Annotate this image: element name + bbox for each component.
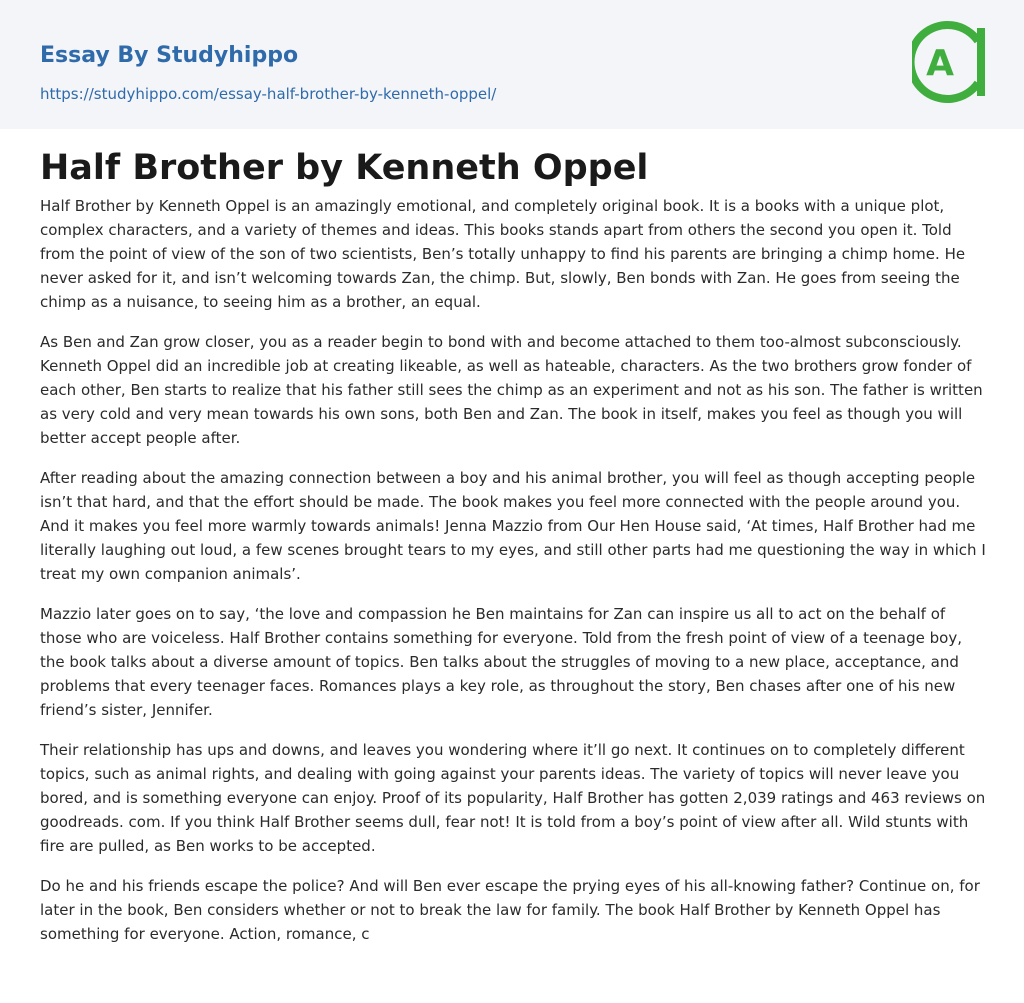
essay-paragraph: Their relationship has ups and downs, and leaves you wondering where it’ll go next. It continues on to completely different topics, such as animal rights, and dealing with going against your parents ideas. The variety of topics will never leave you bored, and is something everyone can enjoy. Proof of its popularity, Half Brother has gotten 2,039 ratings and 463 reviews on goodreads. com. If you think Half Brother seems dull, fear not! It is told from a boy’s point of view after all. Wild stunts with fire are pulled, as Ben works to be accepted. [40,741,986,855]
essay-paragraph: Half Brother by Kenneth Oppel is an amazingly emotional, and completely original book. It is a books with a unique plot, complex characters, and a variety of themes and ideas. This books stands apart from others the second you open it. Told from the point of view of the son of two scientists, Ben’s totally unhappy to find his parents are bringing a chimp home. He never asked for it, and isn’t welcoming towards Zan, the chimp. But, slowly, Ben bonds with Zan. He goes from seeing the chimp as a nuisance, to seeing him as a brother, an equal. [40,197,966,311]
source-url-link[interactable]: https://studyhippo.com/essay-half-brother-by-kenneth-oppel/ [40,85,497,103]
essay-title: Half Brother by Kenneth Oppel [40,148,649,188]
studyhippo-logo-icon[interactable] [912,19,986,105]
essay-body [40,194,988,962]
essay-paragraph: As Ben and Zan grow closer, you as a reader begin to bond with and become attached to them too-almost subconsciously. Kenneth Oppel did an incredible job at creating likeable, as well as hateable, characters. As the two brothers grow fonder of each other, Ben starts to realize that his father still sees the chimp as an experiment and not as his son. The father is written as very cold and very mean towards his own sons, both Ben and Zan. The book in itself, makes you feel as though you will better accept people after. [40,333,983,447]
essay-paragraph: Do he and his friends escape the police? And will Ben ever escape the prying eyes of his all-knowing father? Continue on, for later in the book, Ben considers whether or not to break the law for family. The book Half Brother by Kenneth Oppel has something for everyone. Action, romance, c [40,877,980,943]
essay-paragraph: After reading about the amazing connection between a boy and his animal brother, you will feel as though accepting people isn’t that hard, and that the effort should be made. The book makes you feel more connected with the people around you. And it makes you feel more warmly towards animals! Jenna Mazzio from Our Hen House said, ‘At times, Half Brother had me literally laughing out loud, a few scenes brought tears to my eyes, and still other parts had me questioning the way in which I treat my own companion animals’. [40,469,986,583]
essay-paragraph: Mazzio later goes on to say, ‘the love and compassion he Ben maintains for Zan can inspire us all to act on the behalf of those who are voiceless. Half Brother contains something for everyone. Told from the fresh point of view of a teenage boy, the book talks about a diverse amount of topics. Ben talks about the struggles of moving to a new place, acceptance, and problems that every teenager faces. Romances plays a key role, as throughout the story, Ben chases after one of his new friend’s sister, Jennifer. [40,605,962,719]
site-header [0,0,1024,129]
logo-letter: A [926,43,954,84]
site-brand-title[interactable]: Essay By Studyhippo [40,43,299,68]
